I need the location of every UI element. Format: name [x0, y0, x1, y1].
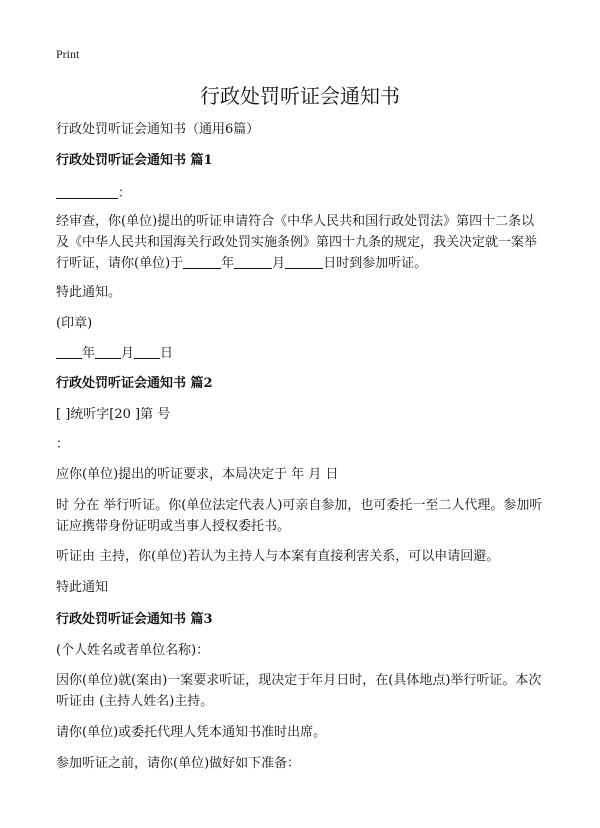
section1-heading: 行政处罚听证会通知书 篇1: [56, 153, 213, 168]
section2-heading: 行政处罚听证会通知书 篇2: [56, 376, 213, 391]
date-year: 年: [82, 346, 96, 361]
date-year-blank: [56, 344, 82, 359]
section2-paragraph1: 应你(单位)提出的听证要求，本局决定于 年 月 日: [56, 467, 339, 482]
date-day-blank: [134, 344, 160, 359]
day-label: 日时到参加听证。: [323, 256, 428, 271]
section2-closing: 特此通知: [56, 580, 109, 595]
section2-docno: [ ]统听字[20 ]第 号: [56, 407, 171, 422]
section1-addressee: [56, 183, 544, 204]
section1-paragraph1: [56, 211, 544, 274]
section1-seal: (印章): [56, 316, 93, 331]
section3-heading: 行政处罚听证会通知书 篇3: [56, 612, 213, 627]
section3-paragraph3: 参加听证之前，请你(单位)做好如下准备：: [56, 756, 301, 771]
doc-subtitle: 行政处罚听证会通知书（通用6篇）: [56, 122, 260, 137]
page-title: 行政处罚听证会通知书: [200, 84, 400, 108]
section3-addressee: (个人姓名或者单位名称)：: [56, 643, 210, 658]
date-month: 月: [121, 346, 135, 361]
date-month-blank: [95, 344, 121, 359]
paragraph-text: 经审查，你(单位)提出的听证申请符合《中华人民共和国行政处罚法》第四十二条以及《中华人民共和国海关行政处罚实施条例》第四十九条的规定，我关决定就一案举行听证，请你(单位)于: [56, 214, 538, 271]
colon: ：: [118, 186, 132, 201]
year-blank: [183, 254, 221, 269]
month-blank: [234, 254, 272, 269]
section3-paragraph1: 因你(单位)就(案由)一案要求听证，现决定于年月日时，在(具体地点)举行听证。本次听证由 (主持人姓名)主持。: [56, 673, 542, 709]
section2-addressee: ：: [56, 437, 70, 452]
section1-paragraph2: 特此通知。: [56, 285, 122, 300]
section2-paragraph3: 听证由 主持，你(单位)若认为主持人与本案有直接利害关系，可以申请回避。: [56, 549, 500, 564]
year-label: 年: [221, 256, 235, 271]
addressee-blank: [56, 184, 118, 199]
section2-paragraph2: 时 分在 举行听证。你(单位法定代表人)可亲自参加，也可委托一至二人代理。参加听证应携带身份证明或当事人授权委托书。: [56, 498, 543, 534]
section1-date: [56, 343, 544, 364]
date-day: 日: [160, 346, 174, 361]
month-label: 月: [272, 256, 286, 271]
section3-paragraph2: 请你(单位)或委托代理人凭本通知书准时出席。: [56, 725, 327, 740]
day-blank: [285, 254, 323, 269]
print-link[interactable]: Print: [56, 47, 80, 61]
